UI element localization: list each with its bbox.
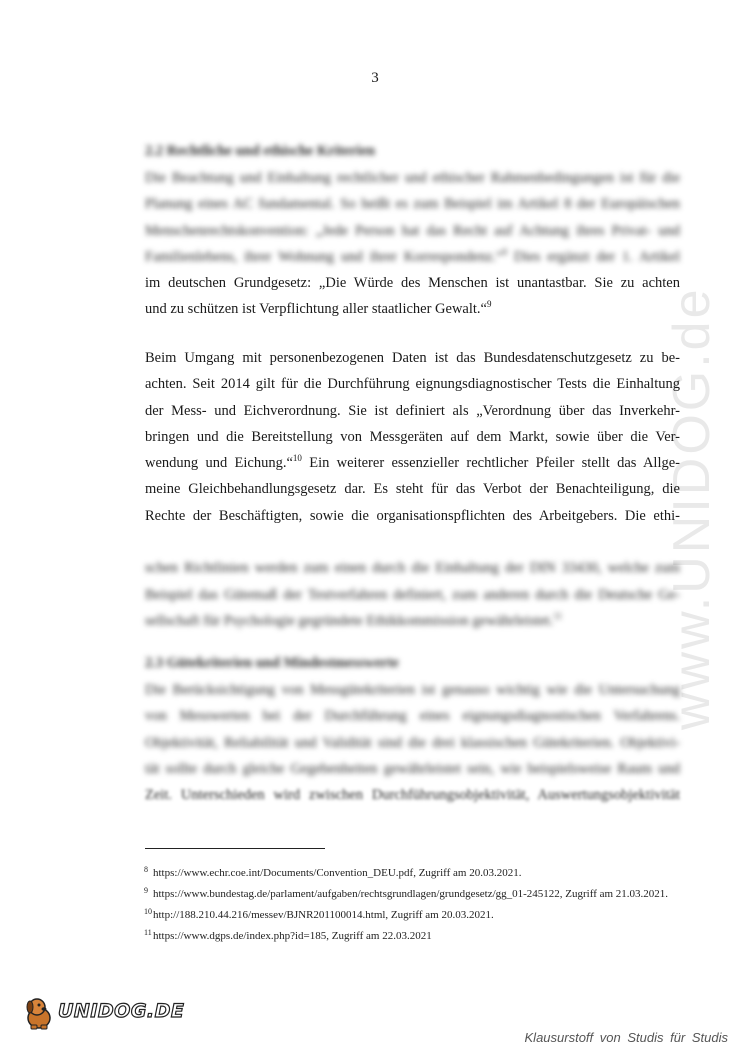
- logo-text: UNIDOG.DE: [58, 1000, 185, 1022]
- text-fragment: Dies ergänzt der 1. Artikel: [506, 248, 680, 265]
- section-heading-2-2: 2.2 Rechtliche und ethische Kriterien: [145, 143, 375, 159]
- text-line: von Messwerten bei der Durchführung eines eignungsdiagnostischen Verfahrens.: [145, 708, 680, 725]
- text-fragment: wendung und Eichung.“: [145, 455, 293, 472]
- text-fragment: Ein weiterer essenzieller rechtlicher Pfeiler stellt das Allge-: [301, 455, 680, 472]
- page-number: 3: [371, 70, 379, 86]
- text-line: Menschenrechtskonvention: „Jede Person hat das Recht auf Achtung ihres Privat- und: [145, 222, 680, 239]
- footnote-number: 10: [144, 907, 152, 916]
- text-line: Beispiel das Gütemaß der Testverfahren definiert, zum anderen durch die Deutsche Ge-: [145, 586, 680, 603]
- text-line: [145, 608, 680, 634]
- text-line: [145, 450, 680, 476]
- text-line: bringen und die Bereitstellung von Messgeräten auf dem Markt, sowie über die Ver-: [145, 428, 680, 445]
- footnote-9: [145, 887, 685, 901]
- footnote-number: 8: [144, 865, 148, 874]
- unidog-logo[interactable]: [22, 992, 185, 1034]
- text-line: achten. Seit 2014 gilt für die Durchführung eignungsdiagnostischer Tests die Einhaltung: [145, 376, 680, 393]
- text-line: [145, 296, 680, 322]
- footnote-ref: 10: [292, 453, 302, 464]
- text-line: [145, 244, 680, 270]
- footnote-number: 11: [144, 928, 152, 937]
- footnote-text: http://188.210.44.216/messev/BJNR201100014.html, Zugriff am 20.03.2021.: [153, 909, 494, 921]
- footnote-ref: 8: [502, 247, 507, 258]
- text-line: Objektivität, Reliabilität und Validität sind die drei klassischen Gütekriterien. Objektivi-: [145, 734, 680, 751]
- footnote-text: https://www.echr.coe.int/Documents/Convention_DEU.pdf, Zugriff am 20.03.2021.: [153, 867, 522, 879]
- text-line: Zeit. Unterschieden wird zwischen Durchführungsobjektivität, Auswertungsobjektivität: [145, 787, 680, 804]
- watermark-text: www.UNIDOG.de: [663, 286, 721, 730]
- section-heading-2-3: 2.3 Gütekriterien und Mindestmesswerte: [145, 655, 399, 671]
- dog-icon: [22, 994, 56, 1030]
- text-line: [145, 529, 680, 555]
- text-line: Die Beachtung und Einhaltung rechtlicher und ethischer Rahmenbedingungen ist für die: [145, 170, 680, 186]
- text-fragment: Familienlebens, ihrer Wohnung und ihrer Korrespondenz.“: [145, 248, 503, 265]
- footnote-8: [145, 866, 685, 880]
- footnote-text: https://www.bundestag.de/parlament/aufgaben/rechtsgrundlagen/grundgesetz/gg_01-245122, Zugriff am 21.03.2021.: [153, 888, 669, 900]
- text-line: schen Richtlinien werden zum einen durch die Einhaltung der DIN 33430, welche zum: [145, 560, 680, 577]
- footnote-number: 9: [144, 886, 148, 895]
- paragraph-data-protection: [145, 345, 680, 634]
- paragraph-2-2: [145, 165, 680, 323]
- text-line: Rechte der Beschäftigten, sowie die organisationspflichten des Arbeitgebers. Die ethi-: [145, 507, 680, 524]
- text-line: im deutschen Grundgesetz: „Die Würde des Menschen ist unantastbar. Sie zu achten: [145, 275, 680, 292]
- text-fragment: sellschaft für Psychologie gegründete Ethikkommission gewährleistet.: [145, 612, 554, 629]
- footnote-10: [145, 908, 685, 922]
- footnote-11: [145, 929, 685, 943]
- footer-tagline: Klausurstoff von Studis für Studis: [524, 1030, 728, 1045]
- footnote-text: https://www.dgps.de/index.php?id=185, Zugriff am 22.03.2021: [153, 930, 432, 942]
- text-line: Die Berücksichtigung von Messgütekriterien ist genauso wichtig wie die Untersuchung: [145, 682, 680, 698]
- text-fragment: und zu schützen ist Verpflichtung aller staatlicher Gewalt.“: [145, 301, 487, 318]
- footnotes: [145, 866, 685, 950]
- text-line: Planung eines AC fundamental. So heißt es zum Beispiel im Artikel 8 der Europäischen: [145, 196, 680, 213]
- text-line: der Mess- und Eichverordnung. Sie ist definiert als „Verordnung über das Inverkehr-: [145, 402, 680, 419]
- text-line: meine Gleichbehandlungsgesetz dar. Es steht für das Verbot der Benachteiligung, die: [145, 481, 680, 498]
- text-line: Beim Umgang mit personenbezogenen Daten ist das Bundesdatenschutzgesetz zu be-: [145, 350, 680, 366]
- text-line: tät sollte durch gleiche Gegebenheiten gewährleistet sein, wie beispielsweise Raum und: [145, 760, 680, 777]
- footnote-separator: [145, 848, 325, 849]
- footnote-ref: 11: [553, 611, 563, 622]
- footnote-ref: 9: [486, 299, 492, 310]
- paragraph-2-3: [145, 677, 680, 808]
